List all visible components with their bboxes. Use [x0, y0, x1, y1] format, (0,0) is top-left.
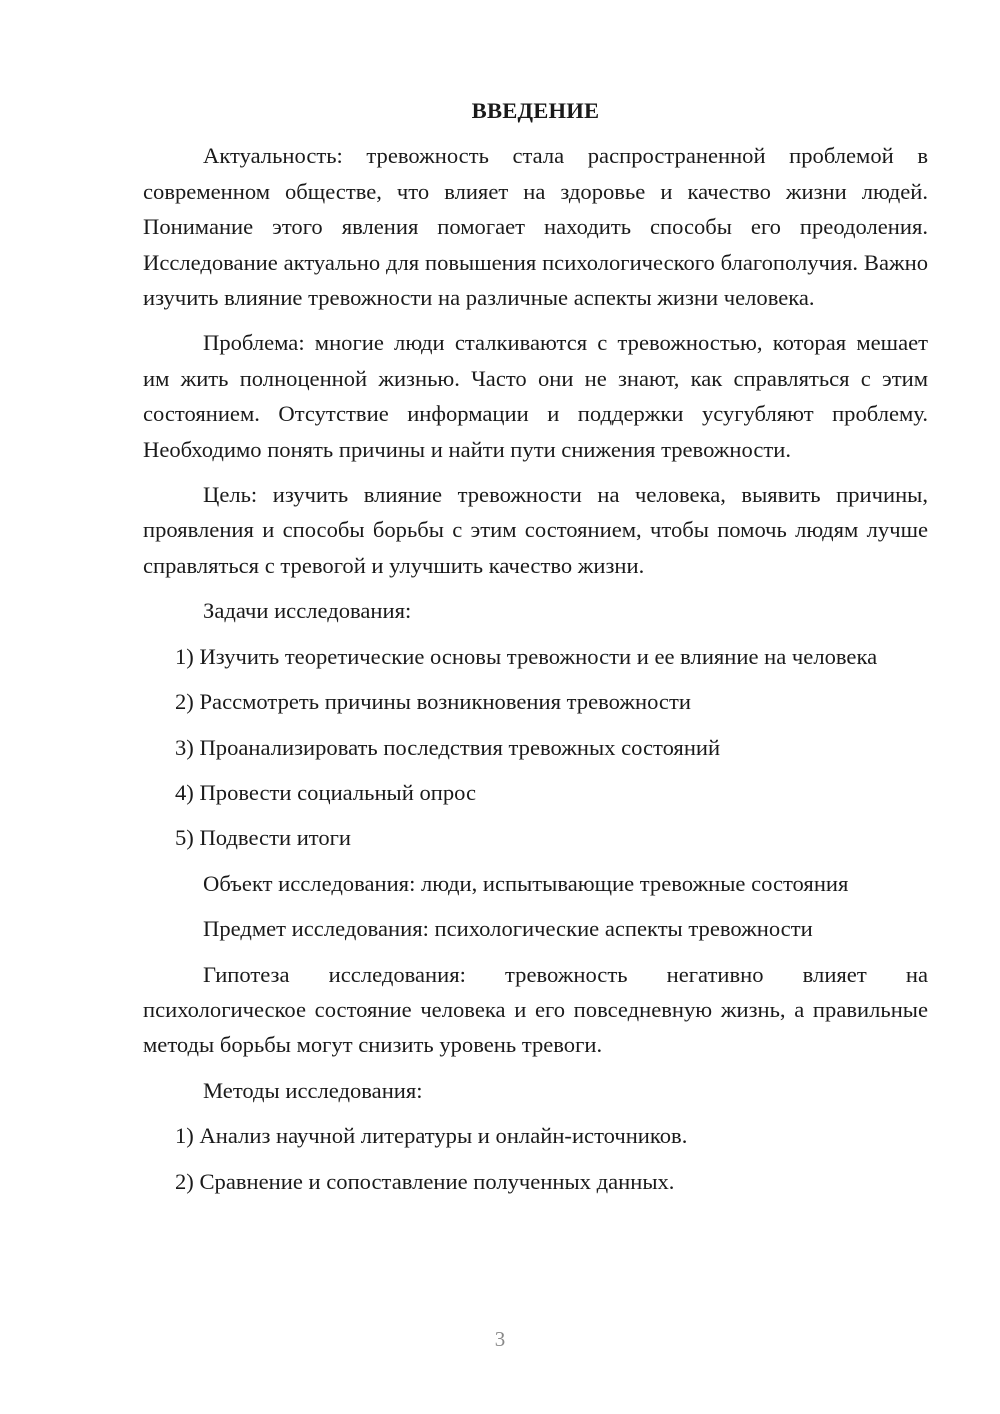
- task-item: 1) Изучить теоретические основы тревожности и ее влияние на человека: [175, 643, 878, 669]
- task-item: 3) Проанализировать последствия тревожных состояний: [175, 734, 721, 760]
- problem-paragraph: Проблема: многие люди сталкиваются с тревожностью, которая мешает им жить полноценной жизнью. Часто они не знают, как справляться с этим состоянием. Отсутствие информации и поддержки усугубляют проблему. Необходимо понять причины и найти пути снижения тревожности.: [143, 330, 928, 462]
- hypothesis-paragraph: Гипотеза исследования: тревожность негативно влияет на психологическое состояние человека и его повседневную жизнь, а правильные методы борьбы могут снизить уровень тревоги.: [143, 961, 928, 1058]
- page-content: [143, 93, 928, 1209]
- task-item: 4) Провести социальный опрос: [175, 779, 477, 805]
- task-item: 2) Рассмотреть причины возникновения тревожности: [175, 689, 691, 715]
- methods-title: Методы исследования:: [203, 1077, 423, 1103]
- task-item: 5) Подвести итоги: [175, 825, 352, 851]
- tasks-list: [143, 639, 928, 856]
- method-item: 1) Анализ научной литературы и онлайн-источников.: [175, 1123, 688, 1149]
- subject-line: Предмет исследования: психологические аспекты тревожности: [203, 916, 813, 942]
- section-heading: ВВЕДЕНИЕ: [471, 98, 600, 123]
- tasks-title: Задачи исследования:: [203, 598, 412, 624]
- relevance-paragraph: Актуальность: тревожность стала распространенной проблемой в современном обществе, что влияет на здоровье и качество жизни людей. Понимание этого явления помогает находить способы его преодоления. Исследование актуально для повышения психологического благополучия. Важно изучить влияние тревожности на различные аспекты жизни человека.: [143, 143, 928, 311]
- goal-paragraph: Цель: изучить влияние тревожности на человека, выявить причины, проявления и способы борьбы с этим состоянием, чтобы помочь людям лучше справляться с тревогой и улучшить качество жизни.: [143, 482, 928, 578]
- methods-list: [143, 1118, 928, 1199]
- method-item: 2) Сравнение и сопоставление полученных данных.: [175, 1168, 675, 1194]
- object-line: Объект исследования: люди, испытывающие тревожные состояния: [203, 870, 849, 896]
- page-number: 3: [494, 1327, 506, 1351]
